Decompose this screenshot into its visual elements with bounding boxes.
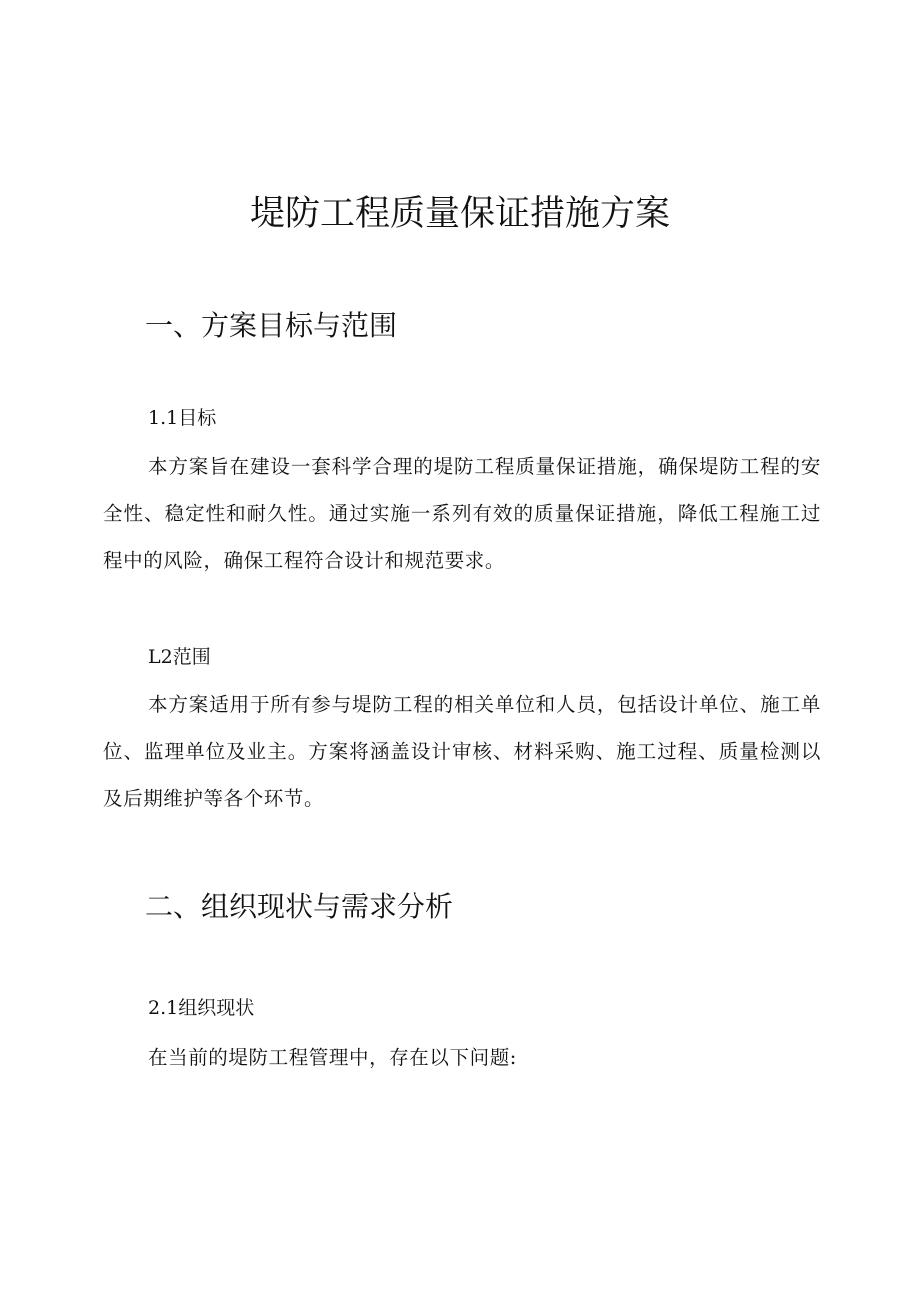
subsection-heading-1-1: 1.1目标 — [148, 407, 217, 429]
subsection-heading-1-2: L2范围 — [148, 646, 211, 668]
document-title: 堤防工程质量保证措施方案 — [249, 194, 670, 234]
section-heading-2: 二、组织现状与需求分析 — [145, 890, 454, 923]
subsection-heading-2-1: 2.1组织现状 — [148, 997, 255, 1019]
paragraph-2-1: 在当前的堤防工程管理中，存在以下问题: — [148, 1046, 517, 1069]
paragraph-1-2: 本方案适用于所有参与堤防工程的相关单位和人员，包括设计单位、施工单位、监理单位及业主。方案将涵盖设计审核、材料采购、施工过程、质量检测以及后期维护等各个环节。 — [103, 693, 821, 810]
paragraph-1-1: 本方案旨在建设一套科学合理的堤防工程质量保证措施，确保堤防工程的安全性、稳定性和耐久性。通过实施一系列有效的质量保证措施，降低工程施工过程中的风险，确保工程符合设计和规范要求。 — [103, 455, 821, 572]
section-heading-1: 一、方案目标与范围 — [145, 309, 398, 342]
